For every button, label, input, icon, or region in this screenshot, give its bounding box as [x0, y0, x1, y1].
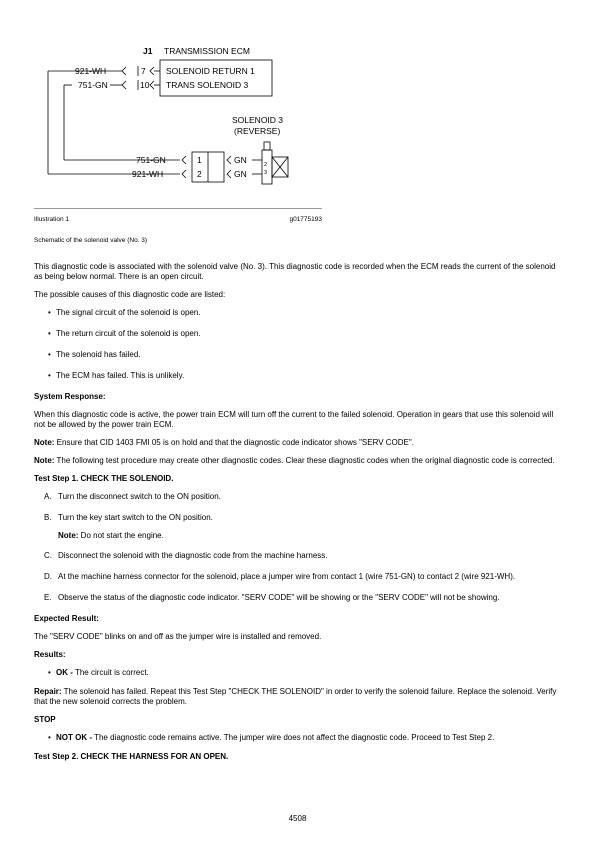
- result-ok: • OK - The circuit is correct.: [48, 668, 149, 677]
- system-response-heading: System Response:: [34, 392, 106, 401]
- intro-paragraph: This diagnostic code is associated with the solenoid valve (No. 3). This diagnostic code is recorded when the ECM reads the current of the solenoid as being below normal. There is an open circuit.: [34, 262, 556, 281]
- document-body: [34, 262, 564, 770]
- list-item: • The signal circuit of the solenoid is open.: [48, 308, 564, 318]
- solenoid-pin-mark: 2: [264, 162, 268, 168]
- illustration-description: Schematic of the solenoid valve (No. 3): [34, 237, 148, 244]
- step1-heading: Test Step 1. CHECK THE SOLENOID.: [34, 474, 174, 483]
- system-response-text: When this diagnostic code is active, the power train ECM will turn off the current to the failed solenoid. Operation in gears that use this solenoid will not be allowed by the power train ECM.: [34, 410, 554, 429]
- list-item: B. Turn the key start switch to the ON position.: [44, 513, 213, 522]
- connector-label: J1: [143, 46, 153, 56]
- expected-heading: Expected Result:: [34, 614, 99, 623]
- step1-list: [34, 492, 564, 523]
- stop-label: STOP: [34, 715, 56, 724]
- causes-list: [34, 308, 564, 381]
- ecm-pin-number: 10: [140, 80, 150, 90]
- ecm-pin-number: 7: [141, 66, 146, 76]
- solenoid-schematic: [0, 30, 330, 200]
- illustration-caption: [34, 216, 322, 223]
- ecm-pin-name: TRANS SOLENOID 3: [166, 80, 249, 90]
- sol-pin-color: GN: [234, 169, 247, 179]
- step2-heading: Test Step 2. CHECK THE HARNESS FOR AN OPEN.: [34, 752, 229, 761]
- step-b-note: Note: Do not start the engine.: [58, 531, 164, 540]
- list-item: E. Observe the status of the diagnostic code indicator. "SERV CODE" will be showing or the "SERV CODE" will not be showing.: [44, 593, 500, 602]
- note-2: Note: The following test procedure may create other diagnostic codes. Clear these diagnostic codes when the original diagnostic code is corrected.: [34, 456, 555, 465]
- list-item: • The solenoid has failed.: [48, 350, 564, 360]
- causes-intro: The possible causes of this diagnostic code are listed:: [34, 290, 226, 299]
- ecm-title: TRANSMISSION ECM: [164, 46, 250, 56]
- sol-pin-color: GN: [234, 155, 247, 165]
- ecm-wire-label: 751-GN: [78, 80, 108, 90]
- result-not-ok: • NOT OK - The diagnostic code remains active. The jumper wire does not affect the diagnostic code. Proceed to Test Step 2.: [48, 733, 495, 742]
- list-item: C. Disconnect the solenoid with the diagnostic code from the machine harness.: [44, 551, 328, 560]
- illustration-code: g01775193: [289, 216, 322, 223]
- list-item: D. At the machine harness connector for the solenoid, place a jumper wire from contact 1 (wire 751-GN) to contact 2 (wire 921-WH).: [44, 572, 516, 581]
- list-item: A. Turn the disconnect switch to the ON position.: [44, 492, 221, 501]
- ecm-wire-label: 921-WH: [75, 66, 107, 76]
- note-1: Note: Ensure that CID 1403 FMI 05 is on hold and that the diagnostic code indicator shows "SERV CODE".: [34, 438, 414, 447]
- sol-pin-number: 1: [197, 155, 202, 165]
- illustration-label: Illustration 1: [34, 216, 70, 223]
- list-item: • The ECM has failed. This is unlikely.: [48, 371, 564, 381]
- sol-wire-label: 921-WH: [132, 169, 164, 179]
- ecm-pin-name: SOLENOID RETURN 1: [166, 66, 255, 76]
- caption-divider: [34, 208, 322, 209]
- page-number: 4508: [288, 814, 307, 823]
- list-item: • The return circuit of the solenoid is open.: [48, 329, 564, 339]
- solenoid-title: SOLENOID 3: [232, 115, 284, 125]
- solenoid-pin-mark: 3: [264, 170, 268, 176]
- sol-wire-label: 751-GN: [136, 155, 166, 165]
- step1-list-cont: [34, 551, 564, 603]
- sol-pin-number: 2: [197, 169, 202, 179]
- repair-text: Repair: The solenoid has failed. Repeat this Test Step "CHECK THE SOLENOID" in order to verify the solenoid failure. Replace the solenoid. Verify that the new solenoid corrects the problem.: [34, 687, 557, 706]
- results-heading: Results:: [34, 650, 66, 659]
- solenoid-subtitle: (REVERSE): [234, 126, 281, 136]
- expected-text: The "SERV CODE" blinks on and off as the jumper wire is installed and removed.: [34, 632, 322, 641]
